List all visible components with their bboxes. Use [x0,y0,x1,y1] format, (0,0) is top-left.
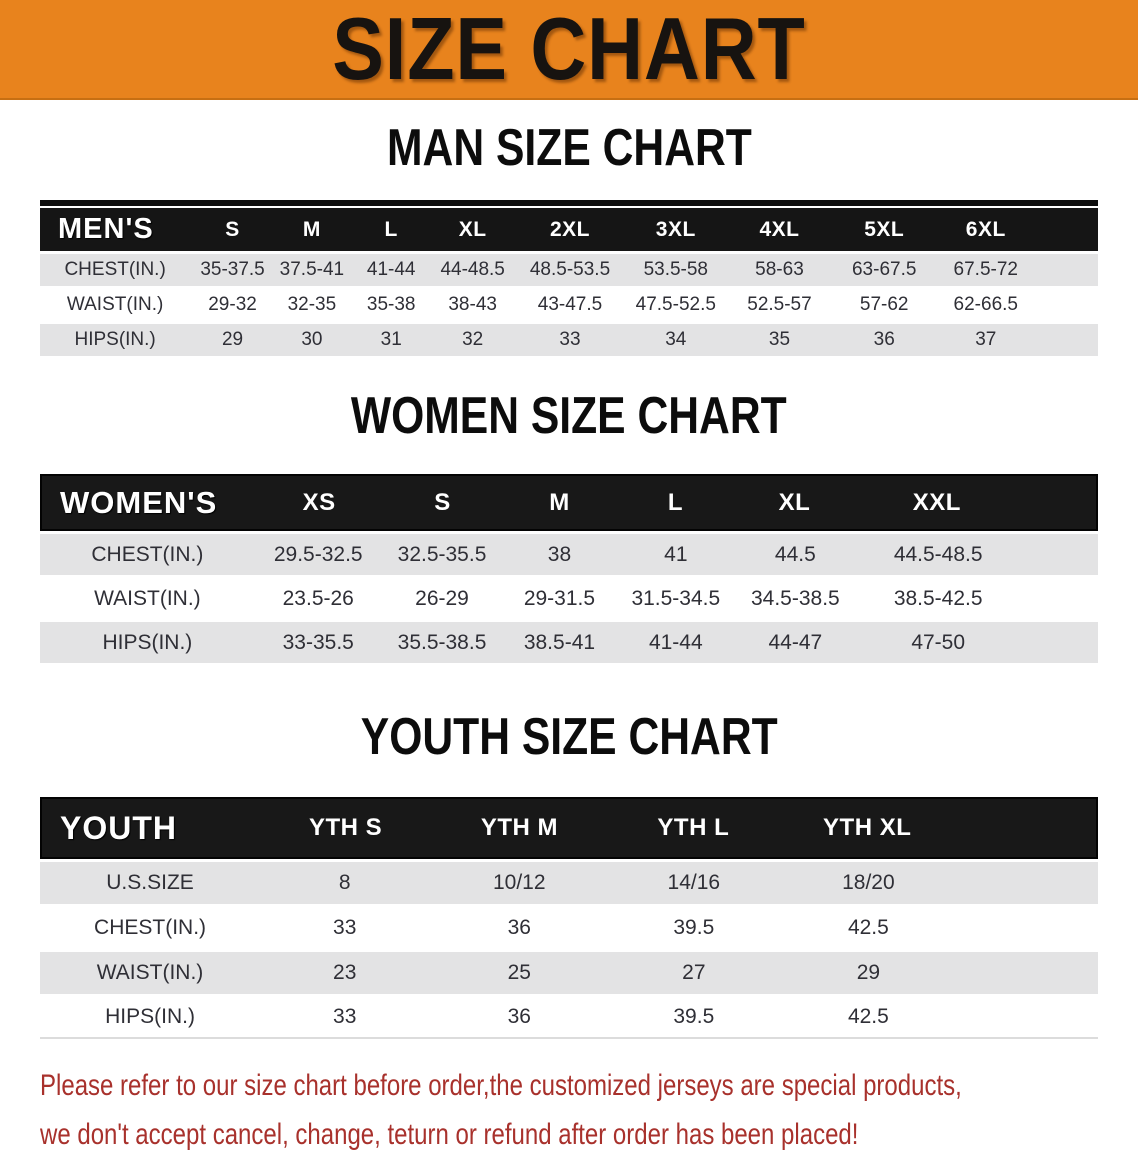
size-value-cell: 32.5-35.5 [397,542,487,566]
disclaimer-line-2: we don't accept cancel, change, teturn or refund after order has been placed! [40,1118,859,1151]
size-value-cell: 23 [333,961,357,984]
size-value-cell: 34.5-38.5 [750,586,840,610]
table-row [40,907,1098,949]
size-value-cell: 26-29 [415,586,469,610]
size-column-header: 4XL [759,217,800,241]
size-value-cell: 35-38 [366,294,416,315]
size-column-header: M [302,217,321,241]
row-label: WAIST(IN.) [96,961,204,984]
size-value-cell: 36 [507,1005,531,1028]
size-value-cell: 23.5-26 [282,586,354,610]
table-row [40,324,1098,356]
size-value-cell: 18/20 [842,871,895,894]
size-value-cell: 27 [682,961,706,984]
table-header-label: WOMEN'S [60,484,218,520]
size-value-cell: 38.5-42.5 [893,586,983,610]
size-column-header: 6XL [965,217,1006,241]
size-value-cell: 42.5 [847,916,889,939]
women-table-wrap [40,474,1098,663]
size-column-header: XL [458,217,487,241]
size-value-cell: 44.5-48.5 [893,542,983,566]
size-value-cell: 41 [664,542,688,566]
size-column-header: 2XL [549,217,590,241]
size-value-cell: 37.5-41 [279,259,345,280]
size-value-cell: 37 [975,329,997,350]
size-column-header: 3XL [655,217,696,241]
men-size-table [40,208,1098,356]
size-value-cell: 44-48.5 [440,259,505,280]
size-value-cell: 29 [221,329,244,350]
size-value-cell: 47.5-52.5 [635,294,716,315]
size-value-cell: 41-44 [366,259,416,280]
table-header-row [40,208,1098,251]
size-value-cell: 25 [507,961,531,984]
size-value-cell: 10/12 [492,871,546,894]
table-row [40,289,1098,321]
size-value-cell: 33 [333,1005,357,1028]
row-label: HIPS(IN.) [102,630,193,654]
table-header-row [40,797,1098,859]
size-value-cell: 38 [547,542,572,566]
size-value-cell: 32 [462,329,484,350]
size-value-cell: 62-66.5 [953,294,1018,315]
size-value-cell: 39.5 [673,1005,715,1028]
table-row [40,622,1098,663]
size-value-cell: 33 [559,329,581,350]
youth-section-title-text: YOUTH SIZE CHART [360,708,778,766]
size-value-cell: 29 [856,961,881,984]
size-column-header: XL [778,488,811,516]
size-column-header: S [434,488,451,516]
table-row [40,952,1098,994]
size-value-cell: 34 [665,329,687,350]
youth-section-title [0,709,1138,775]
size-column-header: YTH L [657,814,730,841]
row-label: WAIST(IN.) [94,586,201,610]
size-value-cell: 30 [301,329,323,350]
size-value-cell: 48.5-53.5 [529,259,611,280]
size-value-cell: 38.5-41 [523,630,596,654]
women-section-title-text: WOMEN SIZE CHART [351,387,787,445]
size-value-cell: 35.5-38.5 [397,630,487,654]
row-label: U.S.SIZE [106,871,194,894]
banner-title: SIZE CHART [332,0,806,98]
size-value-cell: 29-32 [208,294,257,315]
women-size-table [40,474,1098,663]
size-value-cell: 41-44 [648,630,703,654]
size-column-header: L [384,217,398,241]
size-value-cell: 44-47 [768,630,823,654]
women-section-title [0,388,1138,454]
size-value-cell: 53.5-58 [643,259,709,280]
table-row [40,862,1098,904]
table-header-label: MEN'S [58,213,154,245]
table-row [40,534,1098,575]
size-value-cell: 35 [768,329,791,350]
size-value-cell: 29.5-32.5 [273,542,363,566]
size-chart-banner [0,0,1138,100]
size-value-cell: 36 [507,916,531,939]
men-section-title [0,120,1138,186]
size-column-header: 5XL [864,217,905,241]
men-table-wrap [40,200,1098,356]
size-value-cell: 33 [333,916,357,939]
row-label: HIPS(IN.) [74,329,156,350]
row-label: CHEST(IN.) [91,542,204,566]
size-value-cell: 43-47.5 [537,294,603,315]
size-value-cell: 14/16 [667,871,721,894]
size-value-cell: 63-67.5 [851,259,917,280]
size-value-cell: 44.5 [774,542,816,566]
youth-size-table [40,797,1098,1039]
size-value-cell: 33-35.5 [282,630,354,654]
size-column-header: XS [302,488,336,516]
size-value-cell: 47-50 [911,630,966,654]
size-column-header: YTH XL [823,814,912,841]
size-column-header: M [549,488,570,516]
size-value-cell: 58-63 [755,259,804,280]
footer-disclaimer [40,1061,1138,1159]
size-column-header: S [225,217,240,241]
men-section-title-text: MAN SIZE CHART [386,119,752,177]
size-value-cell: 52.5-57 [747,294,812,315]
table-header-row [40,474,1098,531]
size-column-header: XXL [912,488,961,516]
youth-table-wrap [40,797,1098,1039]
size-value-cell: 31.5-34.5 [631,586,721,610]
row-label: HIPS(IN.) [105,1005,195,1028]
men-table-top-border [40,200,1098,206]
size-column-header: L [667,488,683,516]
size-column-header: YTH M [480,814,559,841]
size-value-cell: 35-37.5 [200,259,265,280]
table-row [40,254,1098,286]
size-value-cell: 8 [338,871,351,894]
row-label: CHEST(IN.) [64,259,166,280]
row-label: CHEST(IN.) [94,916,207,939]
size-value-cell: 31 [380,329,402,350]
row-label: WAIST(IN.) [66,294,164,315]
size-value-cell: 39.5 [673,916,715,939]
table-header-label: YOUTH [60,809,177,846]
size-value-cell: 29-31.5 [523,586,596,610]
size-value-cell: 38-43 [448,294,497,315]
table-row [40,997,1098,1039]
size-value-cell: 67.5-72 [953,259,1018,280]
disclaimer-line-1: Please refer to our size chart before order,the customized jerseys are special products, [40,1069,962,1102]
table-row [40,578,1098,619]
size-value-cell: 42.5 [847,1005,889,1028]
size-value-cell: 57-62 [859,294,909,315]
size-value-cell: 32-35 [287,294,337,315]
size-column-header: YTH S [308,814,383,841]
size-value-cell: 36 [873,329,895,350]
